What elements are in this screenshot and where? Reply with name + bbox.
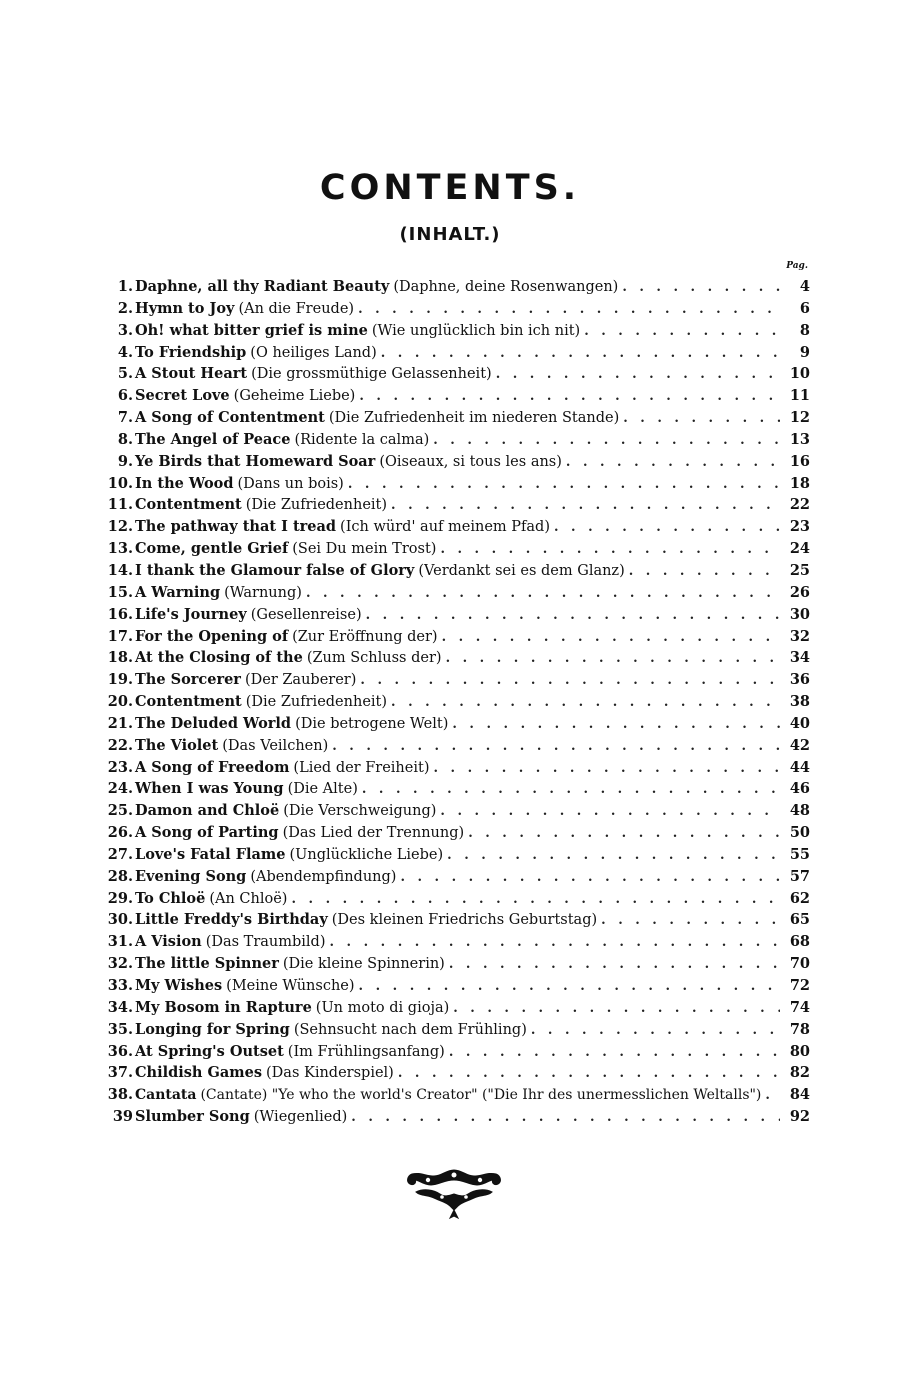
entry-number: 8. — [117, 430, 133, 448]
dot-leader — [351, 1107, 780, 1129]
entry-page-number: 78 — [789, 1020, 810, 1038]
dot-leader — [433, 758, 780, 780]
entry-number: 17. — [107, 627, 133, 645]
dot-leader — [381, 343, 780, 365]
entry-number: 5. — [117, 365, 133, 383]
toc-entry — [100, 800, 810, 822]
entry-english-title: My Bosom in Rapture — [135, 998, 312, 1016]
entry-page-number: 16 — [789, 452, 810, 470]
entry-german-title: (Die Zufriedenheit) — [245, 694, 388, 711]
entry-number: 32. — [107, 955, 133, 973]
entry-english-title: My Wishes — [135, 977, 223, 994]
entry-page-number: 26 — [789, 583, 810, 601]
toc-entry — [100, 473, 810, 495]
entry-german-title: (Sehnsucht nach dem Frühling) — [293, 1021, 527, 1038]
entry-german-title: (Zur Eröffnung der) — [292, 628, 438, 645]
toc-entry — [100, 757, 810, 779]
entry-number: 28. — [107, 867, 133, 885]
entry-english-title: A Vision — [135, 933, 202, 951]
dot-leader — [440, 801, 780, 823]
entry-english-title: Secret Love — [135, 387, 230, 405]
entry-number: 13. — [107, 540, 133, 558]
toc-entry — [100, 298, 810, 320]
entry-english-title: Contentment — [135, 496, 242, 514]
entry-german-title: (Cantate) "Ye who the world's Creator" ("Die Ihr des unermesslichen Weltalls") — [200, 1087, 762, 1104]
entry-english-title: For the Opening of — [135, 627, 289, 645]
entry-english-title: A Song of Contentment — [135, 409, 325, 427]
entry-number: 11. — [107, 496, 133, 514]
entry-english-title: Oh! what bitter grief is mine — [135, 321, 368, 339]
entry-number: 18. — [107, 649, 133, 667]
entry-page-number: 55 — [789, 845, 810, 863]
dot-leader — [622, 277, 780, 299]
entry-german-title: (Das Kinderspiel) — [266, 1065, 394, 1082]
entry-english-title: Come, gentle Grief — [135, 540, 289, 558]
entry-number: 27. — [107, 845, 133, 863]
entry-english-title: A Warning — [135, 583, 221, 601]
entry-page-number: 74 — [789, 998, 810, 1016]
entry-english-title: The Violet — [135, 736, 219, 754]
toc-entry — [100, 822, 810, 844]
toc-entry — [100, 691, 810, 713]
toc-entry — [100, 494, 810, 516]
dot-leader — [366, 605, 780, 627]
page-title: CONTENTS. — [319, 168, 581, 208]
entry-page-number: 70 — [789, 955, 810, 973]
entry-page-number: 23 — [789, 518, 810, 536]
entry-german-title: (Ich würd' auf meinem Pfad) — [340, 519, 550, 536]
entry-page-number: 6 — [799, 299, 810, 317]
entry-number: 4. — [117, 343, 133, 361]
entry-number: 21. — [107, 714, 133, 732]
entry-german-title: (An die Freude) — [238, 300, 355, 317]
toc-entry — [100, 429, 810, 451]
entry-german-title: (Das Veilchen) — [222, 737, 329, 754]
dot-leader — [391, 692, 780, 714]
dot-leader — [330, 932, 781, 954]
entry-page-number: 36 — [789, 671, 810, 689]
toc-entry — [100, 909, 810, 931]
dot-leader — [566, 452, 780, 474]
entry-number: 37. — [107, 1064, 133, 1082]
toc-entry — [100, 626, 810, 648]
entry-number: 20. — [107, 693, 133, 711]
toc-entry — [100, 778, 810, 800]
toc-entry — [100, 669, 810, 691]
entry-number: 1. — [117, 278, 133, 295]
dot-leader — [362, 779, 780, 801]
entry-page-number: 25 — [789, 561, 810, 579]
entry-page-number: 8 — [799, 321, 810, 339]
entry-english-title: A Stout Heart — [135, 365, 248, 383]
entry-german-title: (Die Zufriedenheit) — [245, 497, 388, 514]
entry-german-title: (Die Alte) — [287, 781, 358, 798]
entry-english-title: In the Wood — [135, 474, 234, 492]
entry-number: 12. — [107, 518, 133, 536]
entry-german-title: (Die Verschweigung) — [283, 803, 437, 820]
entry-english-title: I thank the Glamour false of Glory — [135, 561, 415, 579]
entry-english-title: The pathway that I tread — [135, 518, 337, 536]
entry-english-title: Cantata — [135, 1087, 197, 1104]
entry-page-number: 84 — [789, 1086, 810, 1104]
entry-english-title: Hymn to Joy — [135, 299, 235, 317]
entry-number: 35. — [107, 1020, 133, 1038]
entry-german-title: (Die Zufriedenheit im niederen Stande) — [328, 410, 620, 427]
entry-german-title: (Gesellenreise) — [250, 606, 362, 623]
entry-english-title: The Deluded World — [135, 714, 292, 732]
entry-number: 38. — [107, 1086, 133, 1104]
toc-entry — [100, 407, 810, 429]
toc-entry — [100, 975, 810, 997]
entry-english-title: Little Freddy's Birthday — [135, 911, 328, 929]
entry-german-title: (Die betrogene Welt) — [295, 715, 449, 732]
entry-page-number: 65 — [789, 911, 810, 929]
entry-page-number: 92 — [789, 1108, 810, 1126]
entry-english-title: The little Spinner — [135, 955, 279, 973]
toc-entry — [100, 997, 810, 1019]
toc-entry — [100, 931, 810, 953]
entry-number: 2. — [117, 299, 133, 317]
toc-entry — [100, 713, 810, 735]
entry-number: 23. — [107, 758, 133, 776]
toc-entry — [100, 516, 810, 538]
entry-german-title: (Abendempfindung) — [250, 868, 397, 885]
dot-leader — [359, 976, 780, 998]
toc-entry — [100, 363, 810, 385]
entry-german-title: (Die kleine Spinnerin) — [282, 956, 445, 973]
entry-english-title: To Chloë — [135, 889, 206, 907]
entry-german-title: (Wie unglücklich bin ich nit) — [371, 322, 581, 339]
entry-number: 26. — [107, 824, 133, 842]
entry-english-title: Slumber Song — [135, 1108, 250, 1126]
dot-leader — [400, 867, 780, 889]
toc-entry — [100, 1084, 810, 1106]
dot-leader — [358, 299, 780, 321]
entry-german-title: (Oiseaux, si tous les ans) — [379, 453, 562, 470]
toc-entry — [100, 866, 810, 888]
entry-english-title: The Angel of Peace — [135, 430, 291, 448]
entry-german-title: (Verdankt sei es dem Glanz) — [418, 562, 625, 579]
entry-english-title: Contentment — [135, 693, 242, 711]
dot-leader — [291, 889, 780, 911]
dot-leader — [433, 430, 780, 452]
dot-leader — [442, 627, 780, 649]
dot-leader — [584, 321, 780, 343]
entry-english-title: Love's Fatal Flame — [135, 845, 286, 863]
entry-page-number: 4 — [799, 278, 810, 295]
dot-leader — [449, 954, 780, 976]
toc-entry — [100, 888, 810, 910]
toc-entry — [100, 844, 810, 866]
entry-page-number: 10 — [789, 365, 810, 383]
entry-english-title: At the Closing of the — [135, 649, 303, 667]
entry-english-title: Childish Games — [135, 1064, 263, 1082]
entry-page-number: 32 — [789, 627, 810, 645]
page-column-label: Pag. — [786, 261, 808, 271]
entry-page-number: 12 — [789, 409, 810, 427]
entry-page-number: 57 — [789, 867, 810, 885]
toc-entry — [100, 538, 810, 560]
dot-leader — [531, 1020, 780, 1042]
entry-english-title: At Spring's Outset — [135, 1042, 284, 1060]
entry-english-title: Daphne, all thy Radiant Beauty — [135, 278, 390, 295]
entry-german-title: (Un moto di gioja) — [315, 999, 450, 1016]
entry-number: 34. — [107, 998, 133, 1016]
dot-leader — [452, 714, 780, 736]
entry-number: 22. — [107, 736, 133, 754]
entry-german-title: (Lied der Freiheit) — [293, 759, 430, 776]
entry-page-number: 30 — [789, 605, 810, 623]
entry-english-title: Evening Song — [135, 867, 247, 885]
entry-german-title: (Dans un bois) — [237, 475, 344, 492]
entry-number: 6. — [117, 387, 133, 405]
entry-number: 14. — [107, 561, 133, 579]
dot-leader — [446, 648, 780, 670]
dot-leader — [449, 1042, 780, 1064]
entry-number: 3. — [117, 321, 133, 339]
toc-entry — [100, 1041, 810, 1063]
entry-page-number: 24 — [789, 540, 810, 558]
toc-entry — [100, 953, 810, 975]
decorative-ornament-icon — [404, 1166, 504, 1222]
toc-entry — [100, 451, 810, 473]
dot-leader — [359, 386, 780, 408]
dot-leader — [765, 1085, 780, 1107]
toc-entry — [100, 276, 810, 298]
dot-leader — [468, 823, 780, 845]
entry-number: 15. — [107, 583, 133, 601]
dot-leader — [554, 517, 780, 539]
entry-page-number: 34 — [789, 649, 810, 667]
toc-entry — [100, 385, 810, 407]
entry-english-title: A Song of Freedom — [135, 758, 290, 776]
entry-page-number: 62 — [789, 889, 810, 907]
entry-page-number: 80 — [789, 1042, 810, 1060]
entry-german-title: (Meine Wünsche) — [226, 978, 355, 994]
dot-leader — [398, 1063, 780, 1085]
dot-leader — [440, 539, 780, 561]
entry-page-number: 18 — [789, 474, 810, 492]
entry-german-title: (Das Lied der Trennung) — [282, 825, 465, 842]
entry-number: 30. — [107, 911, 133, 929]
entry-number: 7. — [117, 409, 133, 427]
entry-page-number: 48 — [789, 802, 810, 820]
entry-page-number: 72 — [789, 977, 810, 994]
toc-entry — [100, 582, 810, 604]
entry-page-number: 40 — [789, 714, 810, 732]
entry-german-title: (Wiegenlied) — [253, 1109, 348, 1126]
toc-entry — [100, 342, 810, 364]
entry-page-number: 9 — [799, 343, 810, 361]
dot-leader — [601, 910, 780, 932]
dot-leader — [496, 364, 780, 386]
entry-page-number: 46 — [789, 780, 810, 798]
dot-leader — [391, 495, 780, 517]
entry-german-title: (Des kleinen Friedrichs Geburtstag) — [331, 912, 598, 929]
entry-german-title: (O heiliges Land) — [250, 344, 377, 361]
entry-english-title: The Sorcerer — [135, 671, 241, 689]
entry-number: 33. — [107, 977, 133, 994]
toc-entry — [100, 604, 810, 626]
entry-number: 16. — [107, 605, 133, 623]
entry-page-number: 38 — [789, 693, 810, 711]
dot-leader — [623, 408, 780, 430]
entry-number: 24. — [107, 780, 133, 798]
entry-german-title: (Das Traumbild) — [205, 934, 326, 951]
entry-english-title: To Friendship — [135, 343, 247, 361]
entry-english-title: Ye Birds that Homeward Soar — [135, 452, 376, 470]
toc-entry — [100, 1019, 810, 1041]
dot-leader — [453, 998, 780, 1020]
table-of-contents — [100, 276, 810, 1128]
entry-german-title: (Unglückliche Liebe) — [289, 846, 444, 863]
entry-number: 36. — [107, 1042, 133, 1060]
toc-entry — [100, 647, 810, 669]
entry-number: 39 — [112, 1108, 133, 1126]
entry-page-number: 50 — [789, 824, 810, 842]
entry-number: 19. — [107, 671, 133, 689]
dot-leader — [360, 670, 780, 692]
entry-german-title: (Ridente la calma) — [294, 431, 430, 448]
entry-number: 9. — [117, 452, 133, 470]
entry-number: 10. — [107, 474, 133, 492]
entry-english-title: When I was Young — [135, 780, 284, 798]
entry-english-title: Longing for Spring — [135, 1020, 290, 1038]
dot-leader — [348, 474, 780, 496]
toc-entry — [100, 735, 810, 757]
entry-page-number: 42 — [789, 736, 810, 754]
entry-number: 31. — [107, 933, 133, 951]
dot-leader — [447, 845, 780, 867]
page-subtitle: (INHALT.) — [399, 224, 501, 245]
entry-english-title: Damon and Chloë — [135, 802, 280, 820]
entry-page-number: 22 — [789, 496, 810, 514]
entry-page-number: 68 — [789, 933, 810, 951]
entry-page-number: 13 — [789, 430, 810, 448]
entry-german-title: (Zum Schluss der) — [306, 650, 442, 667]
entry-page-number: 82 — [789, 1064, 810, 1082]
entry-english-title: Life's Journey — [135, 605, 247, 623]
entry-number: 25. — [107, 802, 133, 820]
entry-german-title: (Warnung) — [224, 584, 302, 601]
toc-entry — [100, 320, 810, 342]
entry-number: 29. — [107, 889, 133, 907]
entry-page-number: 44 — [789, 758, 810, 776]
entry-german-title: (Der Zauberer) — [244, 672, 357, 689]
toc-entry — [100, 1106, 810, 1128]
dot-leader — [332, 736, 780, 758]
dot-leader — [306, 583, 780, 605]
entry-english-title: A Song of Parting — [135, 824, 279, 842]
toc-entry — [100, 560, 810, 582]
entry-page-number: 11 — [789, 387, 810, 405]
entry-german-title: (Geheime Liebe) — [233, 388, 356, 405]
entry-german-title: (Daphne, deine Rosenwangen) — [393, 279, 619, 295]
entry-german-title: (Im Frühlingsanfang) — [287, 1043, 445, 1060]
dot-leader — [629, 561, 780, 583]
toc-entry — [100, 1062, 810, 1084]
entry-german-title: (An Chloë) — [209, 890, 288, 907]
entry-german-title: (Sei Du mein Trost) — [292, 541, 437, 558]
entry-german-title: (Die grossmüthige Gelassenheit) — [251, 366, 492, 383]
